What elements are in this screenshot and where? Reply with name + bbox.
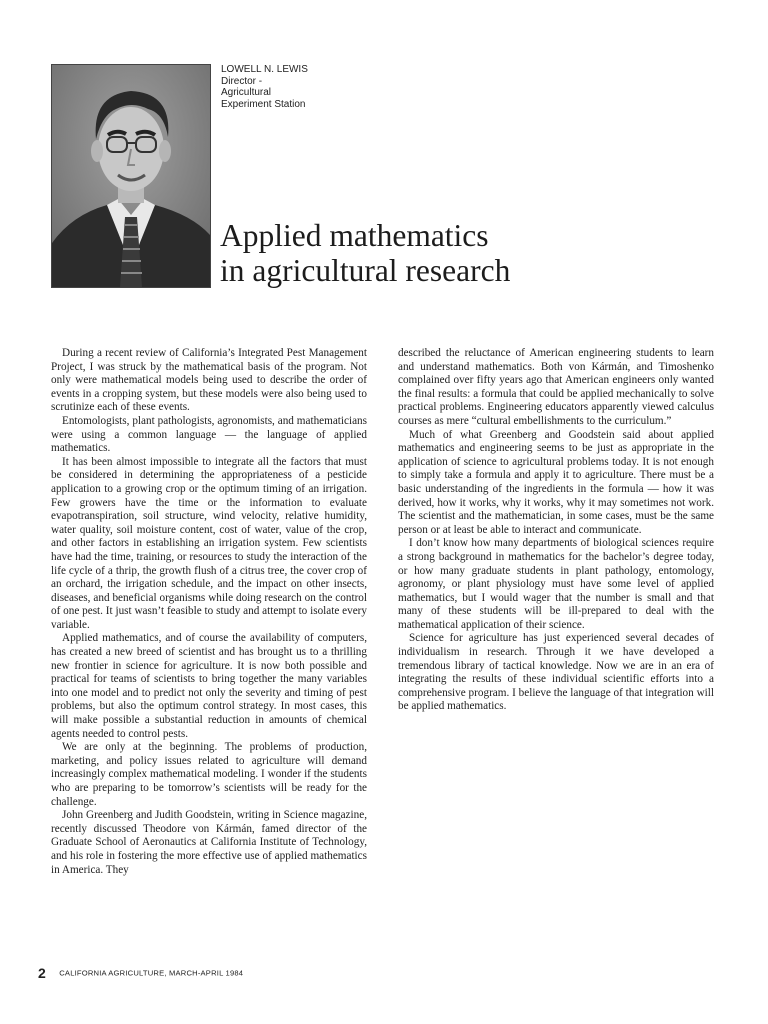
article-title-line: in agricultural research [220,253,511,288]
author-portrait-image [52,65,210,287]
paragraph: Entomologists, plant pathologists, agronomists, and mathematicians were using a common language — the language of applied mathematics. [51,414,367,455]
page-footer [38,964,243,982]
paragraph: Science for agriculture has just experienced several decades of individualism in research. Through it we have developed a tremendous library of tactical knowledge. Now we are in an era of integrating the results of these individual scientific efforts into a comprehensive program. I believe the language of that integration will be applied mathematics. [398,632,714,713]
journal-citation: CALIFORNIA AGRICULTURE, MARCH-APRIL 1984 [59,968,244,978]
right-column [398,347,714,714]
left-column [51,347,367,877]
paragraph: I don’t know how many departments of biological sciences require a strong background in mathematics for the bachelor’s degree today, or how many graduate students in plant pathology, entomology, agronomy, or plant physiology must have some level of applied mathematics, but I would wager that the number is small and that many of these students will be ill-prepared to deal with the mathematical application of their science. [398,537,714,631]
author-title-line: Experiment Station [221,98,306,110]
paragraph: It has been almost impossible to integrate all the factors that must be considered in determining the appropriateness of a pesticide application to a growing crop or the optimum timing of an irrigation. Few growers have the time or the information to evaluate evapotranspiration, soil structure, wind velocity, relative humidity, water quality, soil moisture content, cost of water, value of the crop, and other factors in establishing an irrigation system. Few scientists have had the time, training, or resources to study the interaction of the life cycle of a thrip, the growth flush of a citrus tree, the cover crop of an orchard, the irrigation schedule, and the impact on other insects, diseases, and beneficial organisms while doing research on the control of one pest. It just wasn’t feasible to study and attempt to isolate every variable. [51,455,367,631]
paragraph: Much of what Greenberg and Goodstein said about applied mathematics and engineering seems to be just as appropriate in the application of science to agricultural problems today. It is not enough to simply take a formula and apply it to agriculture. There must be a basic understanding of the ingredients in the formula — how it was derived, how it works, why it works, why it may sometimes not work. The scientist and the mathematician, in some cases, must be the same person or at least be able to interact and communicate. [398,428,714,536]
paragraph: We are only at the beginning. The problems of production, marketing, and policy issues related to agriculture will demand increasingly complex mathematical modeling. I wonder if the students who are preparing to be tomorrow’s scientists will be ready for the challenge. [51,741,367,808]
paragraph: During a recent review of California’s Integrated Pest Management Project, I was struck by the mathematical basis of the program. Not only were mathematical models being used to describe the order of events in a cropping system, but these models were also being used to scrutinize each of these events. [51,347,367,414]
author-byline [221,64,308,110]
paragraph: John Greenberg and Judith Goodstein, writing in Science magazine, recently discussed Theodore von Kármán, famed director of the Graduate School of Aeronautics at California Institute of Technology, and his role in fostering the more effective use of applied mathematics in America. They [51,809,367,876]
author-photo [51,64,211,288]
paragraph: Applied mathematics, and of course the availability of computers, has created a new breed of scientist and has brought us to a thrilling new frontier in science for agriculture. It is now both possible and practical for teams of scientists to bring together the many variables into one model and to predict not only the severity and timing of pest problems, but also the optimum control strategy. In most cases, this will make possible a substantial reduction in amounts of chemical agents needed to control pests. [51,632,367,740]
author-title-line: Agricultural [221,87,272,98]
author-name: LOWELL N. LEWIS [221,64,308,75]
page-number: 2 [38,964,46,981]
article-title-line: Applied mathematics [220,218,489,253]
paragraph: described the reluctance of American engineering students to learn and understand mathematics. Both von Kármán, and Timoshenko complained over fifty years ago that American engineers only wanted the final results: a formula that could be applied mechanically to solve practical problems. Engineering educators apparently viewed calculus courses as mere “cultural embellishments to the curriculum.” [398,347,714,427]
article-title [220,218,510,288]
author-title-line: Director - [221,75,263,87]
